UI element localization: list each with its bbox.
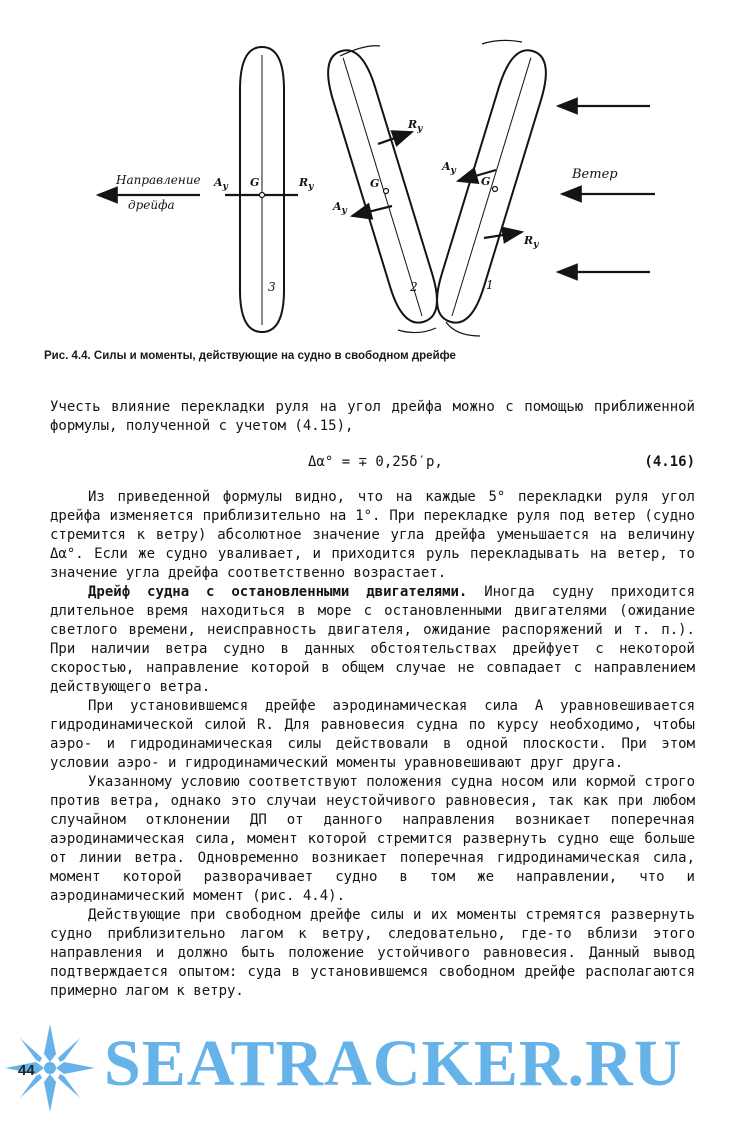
ship-number: 2: [410, 280, 418, 294]
center-of-gravity-label: G: [370, 177, 380, 190]
paragraph: Учесть влияние перекладки руля на угол дрейфа можно с помощью приближенной формулы, полученной с учетом (4.15),: [50, 399, 695, 434]
paragraph: При установившемся дрейфе аэродинамическая сила A уравновешивается гидродинамической силой R. Для равновесия судна по курсу необходимо, чтобы аэро- и гидродинамическая силы действовали в одной плоскости. При этом условии аэро- и гидродинамический моменты уравновешивают друг друга.: [50, 698, 695, 771]
page-number: 44: [18, 1062, 35, 1079]
ship-number: 1: [486, 278, 494, 292]
force-label-r: $R_y$: [299, 176, 314, 193]
drift-direction-label: дрейфа: [128, 198, 175, 212]
force-label-r: $R_y$: [408, 118, 423, 135]
formula: [50, 452, 695, 476]
formula-expression: Δα° = ∓ 0,25δ′р,: [308, 454, 443, 470]
ship-number: 3: [268, 280, 276, 294]
paragraph: Действующие при свободном дрейфе силы и их моменты стремятся развернуть судно приблизительно лагом к ветру, следовательно, где-то вблизи этого направления и должно быть положение устойчивого равновесия. Данный вывод подтверждается опытом: суда в установившемся свободном дрейфе располагаются примерно лагом к ветру.: [50, 907, 695, 999]
ship-3: [225, 47, 298, 332]
watermark-text: SEATRACKER.RU: [104, 1027, 683, 1100]
section-heading: Дрейф судна с остановленными двигателями.: [88, 584, 468, 600]
formula-number: (4.16): [644, 454, 695, 470]
center-of-gravity-label: G: [481, 175, 491, 188]
ship-diagram: [0, 0, 733, 345]
ship-2: [320, 45, 445, 328]
watermark-logo-icon: [0, 1012, 104, 1127]
paragraph: Дрейф судна с остановленными двигателями. Иногда судну приходится длительное время находиться в море с остановленными двигателями (ожидание светлого времени, неисправность двигателя, ожидание распоряжений и т. п.). При наличии ветра судно в данных обстоятельствах дрейфует с некоторой скоростью, направление которой в общем случае не совпадает с направлением действующего ветра.: [50, 584, 696, 695]
paragraph: Указанному условию соответствуют положения судна носом или кормой строго против ветра, однако это случаи неустойчивого равновесия, так как при любом случайном отклонении ДП от данного направления возникает поперечная аэродинамическая сила, момент которой стремится развернуть судно еще больше от линии ветра. Одновременно возникает поперечная гидродинамическая сила, момент которой разворачивает судно в том же направлении, что и аэродинамический момент (рис. 4.4).: [50, 774, 695, 904]
paragraph: Из приведенной формулы видно, что на каждые 5° перекладки руля угол дрейфа изменяется приблизительно на 1°. При перекладке руля под ветер (судно стремится к ветру) абсолютное значение угла дрейфа уменьшается на величину Δα°. Если же судно уваливает, и приходится руль перекладывать на ветер, то значение угла дрейфа соответственно возрастает.: [50, 489, 695, 581]
force-label-a: $A_y$: [214, 176, 228, 193]
figure-caption: Рис. 4.4. Силы и моменты, действующие на судно в свободном дрейфе: [44, 350, 456, 362]
body-text: [50, 488, 695, 1001]
force-label-a: $A_y$: [442, 160, 456, 177]
center-of-gravity-label: G: [250, 176, 260, 189]
figure-4-4: [0, 0, 733, 345]
force-label-r: $R_y$: [524, 234, 539, 251]
drift-direction-label: Направление: [116, 173, 201, 187]
force-label-a: $A_y$: [333, 200, 347, 217]
wind-label: Ветер: [572, 167, 618, 182]
